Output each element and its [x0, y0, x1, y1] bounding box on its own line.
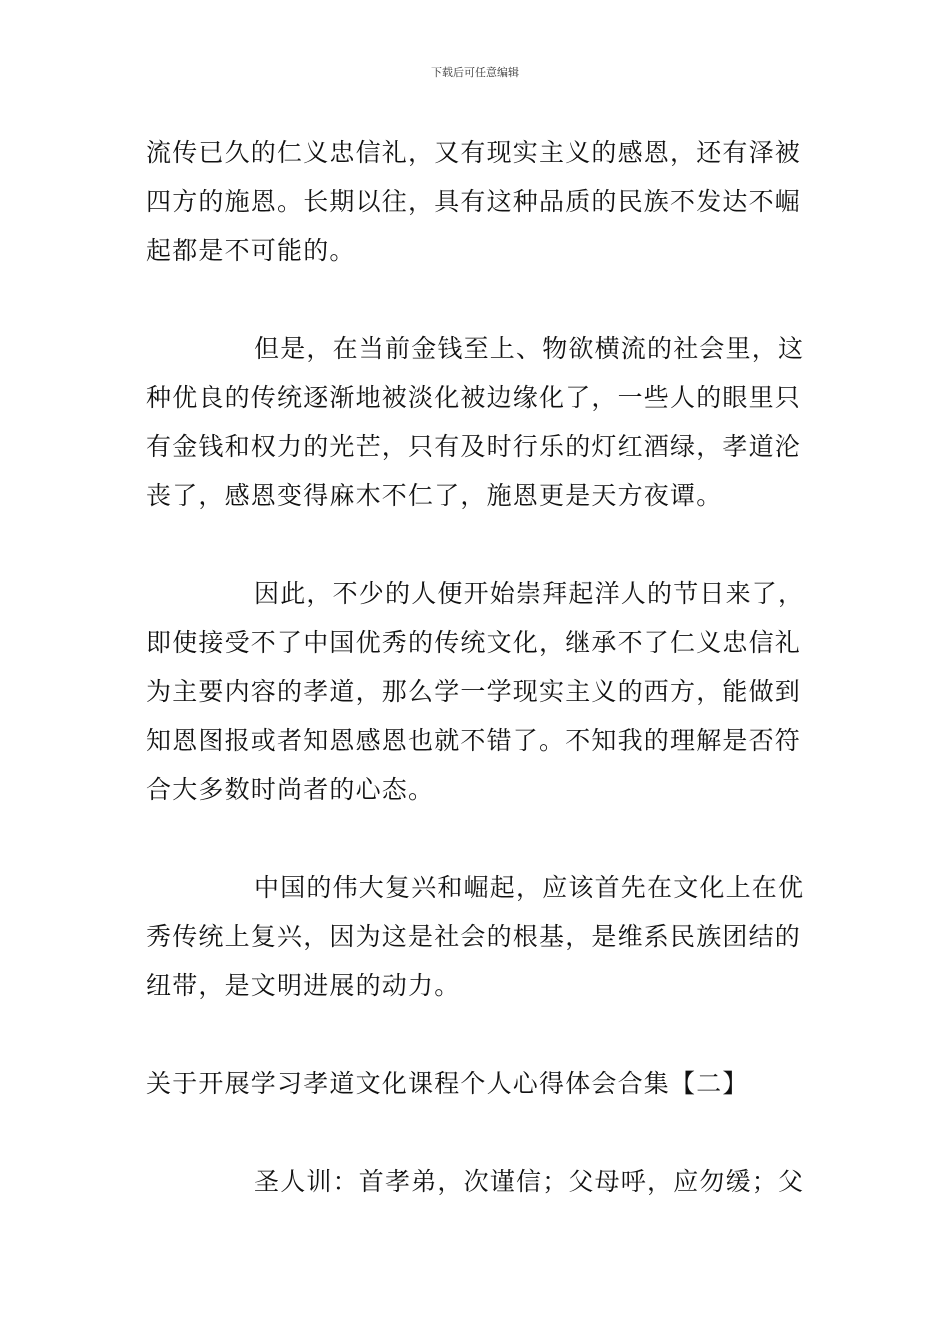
paragraph-spacer: [146, 814, 812, 863]
text-line: 为主要内容的孝道，那么学一学现实主义的西方，能做到: [146, 677, 802, 706]
text-line: 流传已久的仁义忠信礼，又有现实主义的感恩，还有泽被: [146, 138, 802, 167]
text-line: 纽带，是文明进展的动力。: [146, 971, 461, 1000]
text-line: 种优良的传统逐渐地被淡化被边缘化了，一些人的眼里只: [146, 383, 802, 412]
page-header-note: 下载后可任意编辑: [431, 66, 519, 79]
text-line: 起都是不可能的。: [146, 236, 356, 265]
document-body: [146, 128, 812, 1206]
text-line: 中国的伟大复兴和崛起，应该首先在文化上在优: [254, 873, 805, 902]
text-line: 四方的施恩。长期以往，具有这种品质的民族不发达不崛: [146, 187, 802, 216]
section-heading: [146, 1059, 812, 1108]
paragraph-4: [146, 863, 812, 1010]
paragraph-3: [146, 569, 812, 814]
text-line: 丧了，感恩变得麻木不仁了，施恩更是天方夜谭。: [146, 481, 723, 510]
text-line: 即使接受不了中国优秀的传统文化，继承不了仁义忠信礼: [146, 628, 802, 657]
paragraph-spacer: [146, 1010, 812, 1059]
paragraph-spacer: [146, 520, 812, 569]
paragraph-5: [146, 1157, 812, 1206]
paragraph-spacer: [146, 275, 812, 324]
text-line: 知恩图报或者知恩感恩也就不错了。不知我的理解是否符: [146, 726, 802, 755]
paragraph-1: [146, 128, 812, 275]
text-line: 合大多数时尚者的心态。: [146, 775, 435, 804]
heading-line: 关于开展学习孝道文化课程个人心得体会合集【二】: [146, 1069, 749, 1098]
text-line: 圣人训：首孝弟，次谨信；父母呼，应勿缓；父: [254, 1167, 805, 1196]
text-line: 因此，不少的人便开始崇拜起洋人的节日来了，: [254, 579, 805, 608]
text-line: 但是，在当前金钱至上、物欲横流的社会里，这: [254, 334, 805, 363]
paragraph-spacer: [146, 1108, 812, 1157]
paragraph-2: [146, 324, 812, 520]
text-line: 有金钱和权力的光芒，只有及时行乐的灯红酒绿，孝道沦: [146, 432, 802, 461]
text-line: 秀传统上复兴，因为这是社会的根基，是维系民族团结的: [146, 922, 802, 951]
